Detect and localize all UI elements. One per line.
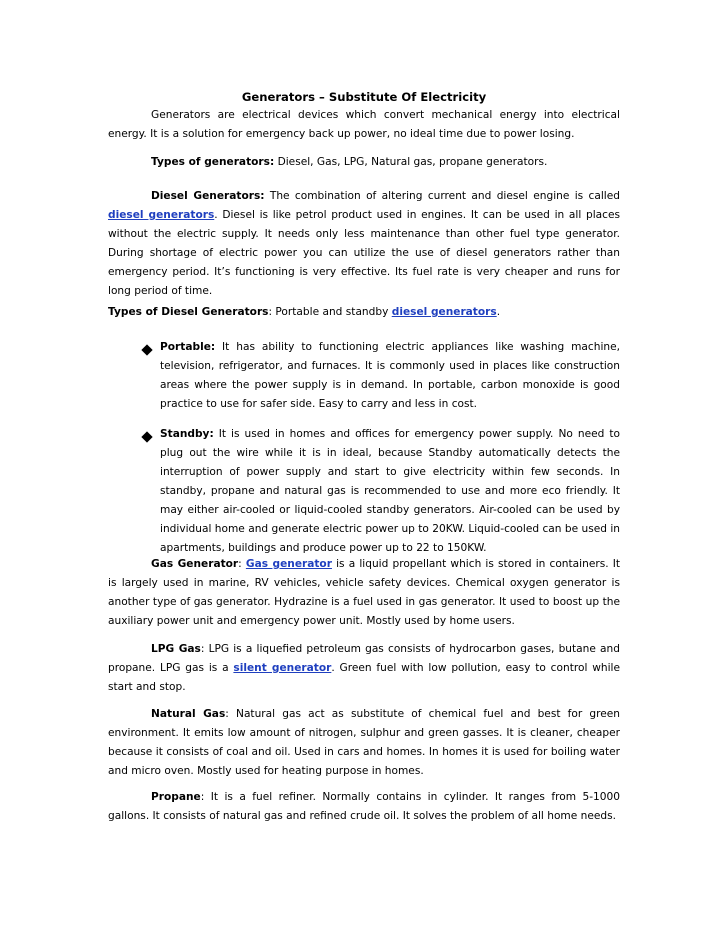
diesel-types-text-1: : Portable and standby [268,306,392,318]
diesel-label: Diesel Generators: [151,190,265,202]
gas-text-1: : [238,558,246,570]
portable-text: It has ability to functioning electric appliances like washing machine, television, refrigerator, and furnaces. It is commonly used in places like construction areas where the power supply is in demand. In portable, carbon monoxide is good practice to use for safer side. Easy to carry and less in cost. [160,341,620,410]
diesel-types-text-2: . [496,306,501,318]
propane-text: : It is a fuel refiner. Normally contains in cylinder. It ranges from 5-1000 gallons. It consists of natural gas and refined crude oil. It solves the problem of all home needs. [108,791,620,822]
types-paragraph [108,153,620,172]
propane-paragraph [108,788,620,826]
propane-label: Propane [151,791,201,803]
standby-label: Standby: [160,428,214,440]
bullet-diamond-icon [141,431,152,442]
bullet-portable [160,338,620,414]
bullet-diamond-icon [141,344,152,355]
types-text: Diesel, Gas, LPG, Natural gas, propane generators. [274,156,548,168]
natural-gas-text: : Natural gas act as substitute of chemical fuel and best for green environment. It emits low amount of nitrogen, sulphur and green gasses. It is cleaner, cheaper because it consists of coal and oil. Used in cars and homes. In homes it is used for boiling water and micro oven. Mostly used for heating purpose in homes. [108,708,621,777]
diesel-generators-link[interactable]: diesel generators [108,209,215,221]
diesel-text-1: The combination of altering current and diesel engine is called [264,190,620,202]
diesel-text-2: . Diesel is like petrol product used in engines. It can be used in all places without the electric supply. It needs only less maintenance than other fuel type generator. During shortage of electric power you can utilize the use of diesel generators rather than emergency period. It’s functioning is very effective. Its fuel rate is very cheaper and runs for long period of time. [108,209,620,297]
diesel-generators-link-2[interactable]: diesel generators [391,306,497,318]
lpg-paragraph [108,640,620,697]
bullet-standby [160,425,620,558]
types-label: Types of generators: [151,156,275,168]
lpg-text-2: . Green fuel with low pollution, easy to control while start and stop. [108,662,620,693]
lpg-label: LPG Gas [151,643,201,655]
diesel-types-paragraph [108,303,620,322]
diesel-types-label: Types of Diesel Generators [108,306,269,318]
intro-paragraph: Generators are electrical devices which convert mechanical energy into electrical energy. It is a solution for emergency back up power, no ideal time due to power losing. [108,109,620,140]
gas-generator-link[interactable]: Gas generator [245,558,332,570]
silent-generator-link[interactable]: silent generator [233,662,332,674]
natural-gas-paragraph [108,705,620,781]
diesel-paragraph [108,187,620,301]
portable-label: Portable: [160,341,216,353]
gas-label: Gas Generator [151,558,239,570]
standby-text: It is used in homes and offices for emergency power supply. No need to plug out the wire while it is in ideal, because Standby automatically detects the interruption of power supply and start to give electricity within few seconds. In standby, propane and natural gas is recommended to use and more eco friendly. It may either air-cooled or liquid-cooled standby generators. Air-cooled can be used by individual home and generate electric power up to 20KW. Liquid-cooled can be used in apartments, buildings and produce power up to 22 to 150KW. [160,428,620,554]
lpg-text-1: : LPG is a liquefied petroleum gas consists of hydrocarbon gases, butane and propane. LPG gas is a [108,643,620,674]
natural-gas-label: Natural Gas [151,708,226,720]
gas-paragraph [108,555,620,631]
page-title: Generators – Substitute Of Electricity [241,90,487,104]
gas-text-2: is a liquid propellant which is stored in containers. It is largely used in marine, RV vehicles, vehicle safety devices. Chemical oxygen generator is another type of gas generator. Hydrazine is a fuel used in gas generator. It used to boost up the auxiliary power unit and emergency power unit. Mostly used by home users. [108,558,621,627]
